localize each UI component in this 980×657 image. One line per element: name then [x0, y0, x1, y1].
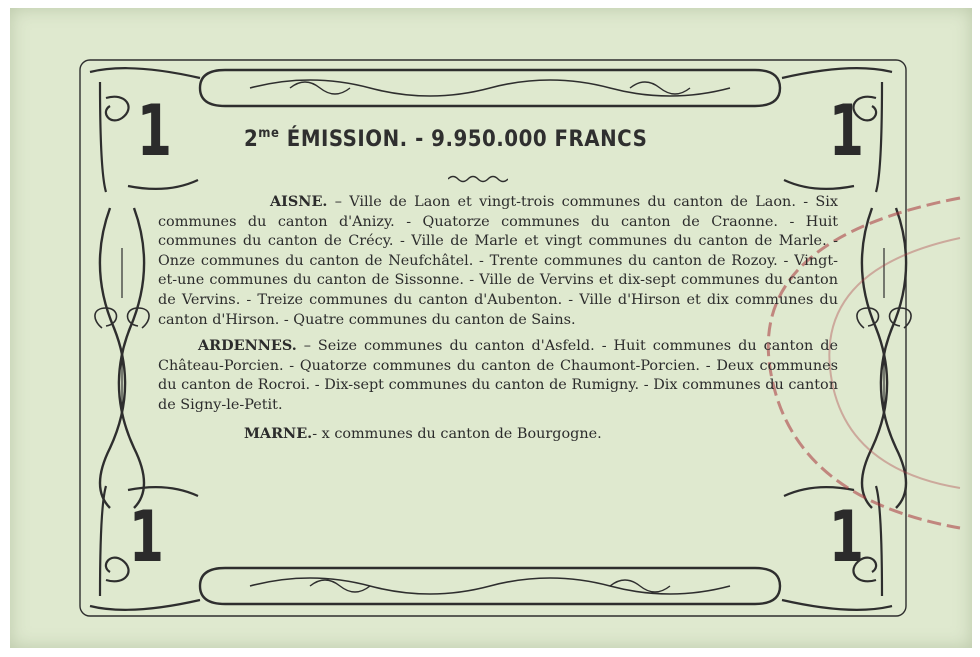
aisne-text: – Ville de Laon et vingt-trois communes du canton de Laon. - Six communes du canton d'Anizy. - Quatorze communes du canton de Craonne. - Huit communes du canton de Crécy. - Ville de Marle et vingt communes du canton de Marle. - Onze communes du canton de Neufchâtel. - Trente communes du canton de Rozoy. - Vingt-et-une communes du canton de Sissonne. - Ville de Vervins et dix-sept communes du canton de Vervins. - Treize communes du canton d'Aubenton. - Ville d'Hirson et dix communes du canton d'Hirson. - Quatre communes du canton de Sains. — [158, 194, 838, 328]
department-marne: MARNE. — [244, 424, 313, 442]
section-marne — [158, 424, 838, 445]
denomination-top-left: 1 — [136, 90, 172, 172]
decorative-squiggle — [448, 174, 508, 184]
marne-text: - x communes du canton de Bourgogne. — [312, 425, 602, 442]
communes-list — [158, 192, 838, 444]
ardennes-text: – Seize communes du canton d'Asfeld. - Huit communes du canton de Château-Porcien. - Quatorze communes du canton de Chaumont-Porcien. - Deux communes du canton de Rocroi. - Dix-sept communes du canton de Rumigny. - Dix communes du canton de Signy-le-Petit. — [158, 338, 838, 413]
emission-amount: 9.950.000 FRANCS — [431, 127, 648, 152]
denomination-bottom-left: 1 — [128, 496, 164, 578]
emission-suffix: me — [258, 126, 280, 141]
banknote — [10, 8, 972, 648]
department-aisne: AISNE. — [270, 193, 328, 210]
emission-number: 2 — [244, 127, 259, 152]
section-aisne — [158, 192, 838, 330]
department-ardennes: ARDENNES. — [198, 337, 297, 355]
denomination-top-right: 1 — [828, 90, 864, 172]
section-ardennes — [158, 336, 838, 415]
emission-label: ÉMISSION. — [286, 127, 408, 152]
denomination-bottom-right: 1 — [828, 496, 864, 578]
title-separator: - — [415, 127, 424, 152]
emission-title — [244, 126, 754, 152]
